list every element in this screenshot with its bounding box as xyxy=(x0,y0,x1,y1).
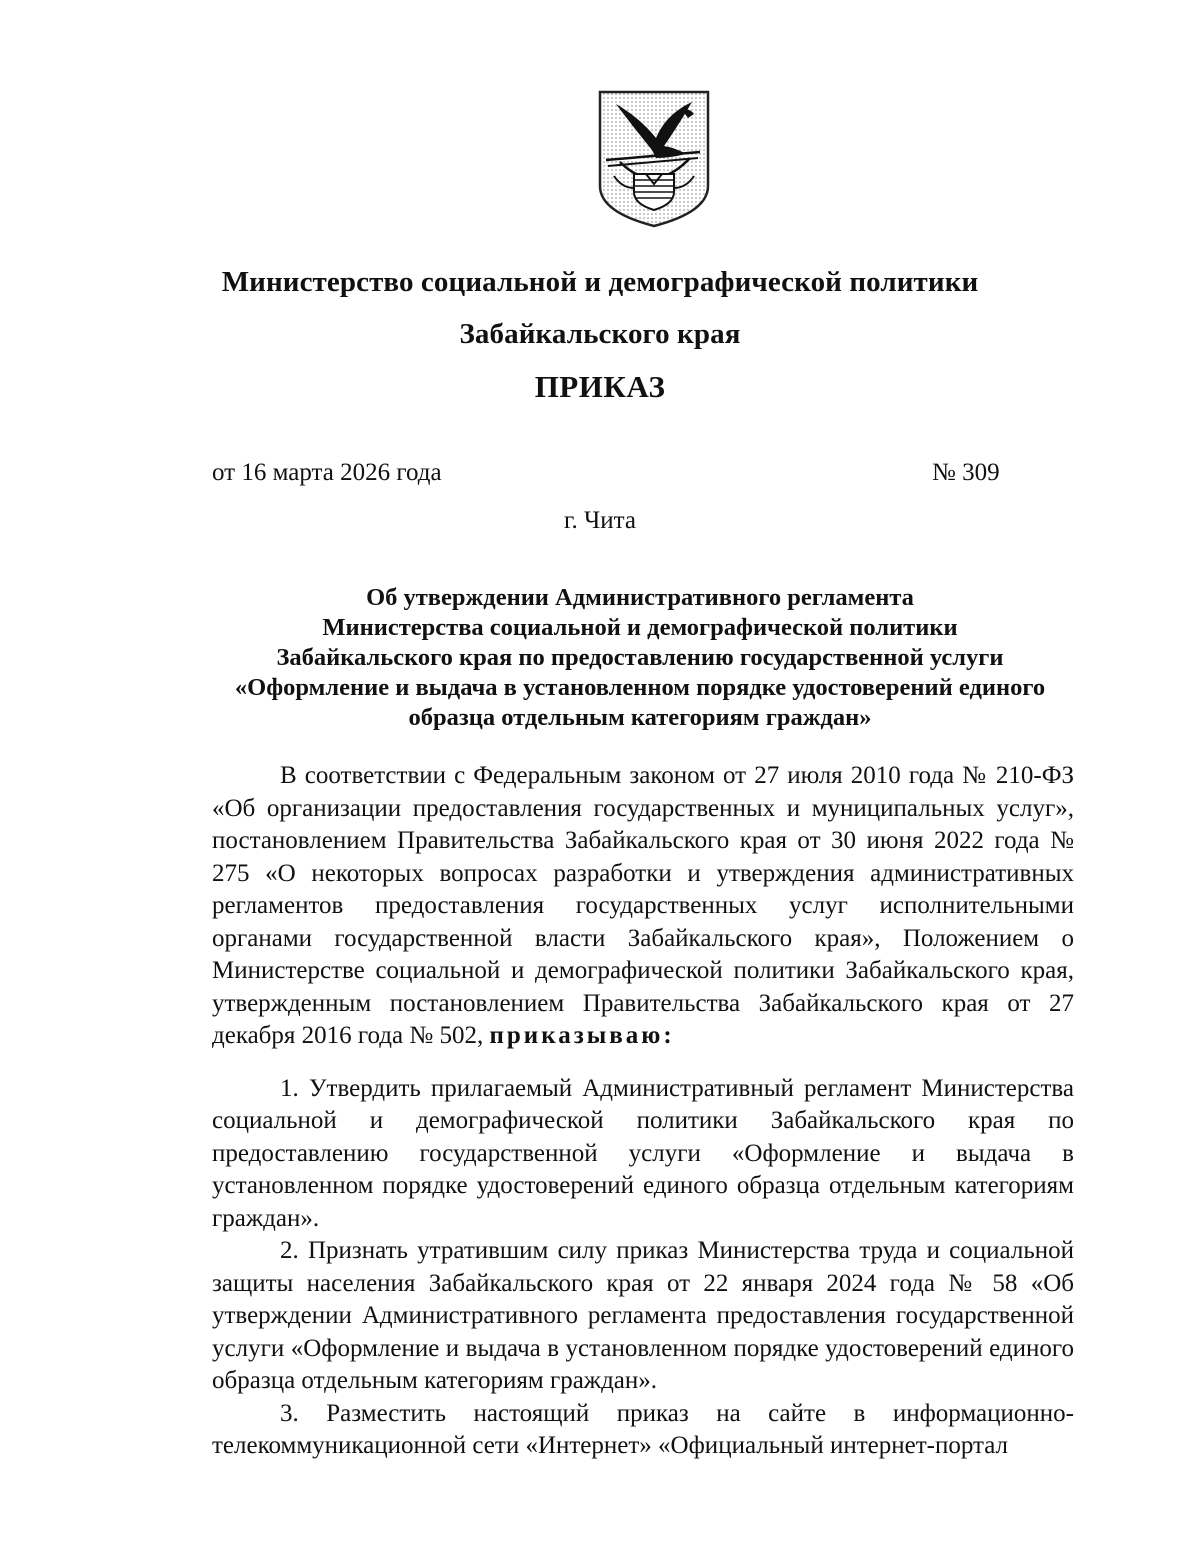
item-paragraph-1: 1. Утвердить прилагаемый Административный регламент Министерства социальной и демографической политики Забайкальского края по предоставлению государственной услуги «Оформление и выдача в установленном порядке удостоверений единого образца отдельным категориям граждан». xyxy=(212,1074,1074,1232)
ministry-name-line2: Забайкальского края xyxy=(459,318,741,350)
item-paragraph-2: 2. Признать утратившим силу приказ Министерства труда и социальной защиты населения Забайкальского края от 22 января 2024 года № 58 «Об утверждении Административного регламента предоставления государственной услуги «Оформление и выдача в установленном порядке удостоверений единого образца отдельным категориям граждан». xyxy=(212,1237,1074,1394)
document-city: г. Чита xyxy=(564,507,636,534)
preamble-paragraph xyxy=(212,760,1074,1053)
document-date: от 16 марта 2026 года xyxy=(212,459,442,486)
document-number: № 309 xyxy=(932,459,1000,486)
title-line: Забайкальского края по предоставлению государственной услуги xyxy=(276,644,1004,671)
document-body xyxy=(212,760,1074,1463)
title-line: «Оформление и выдача в установленном порядке удостоверений единого xyxy=(234,674,1046,701)
order-word: приказываю: xyxy=(489,1022,675,1049)
document-title xyxy=(200,583,1080,733)
item-paragraph-3: 3. Разместить настоящий приказ на сайте в информационно-телекоммуникационной сети «Интернет» «Официальный интернет-портал xyxy=(212,1399,1074,1459)
document-type: ПРИКАЗ xyxy=(534,369,666,404)
title-line: образца отдельным категориям граждан» xyxy=(408,704,872,731)
coat-of-arms-icon xyxy=(594,88,714,228)
ministry-name-line1: Министерство социальной и демографической политики xyxy=(221,266,979,298)
title-line: Об утверждении Административного регламента xyxy=(366,584,914,611)
preamble-text: В соответствии с Федеральным законом от 27 июля 2010 года № 210-ФЗ «Об организации предоставления государственных и муниципальных услуг», постановлением Правительства Забайкальского края от 30 июня 2022 года № 275 «О некоторых вопросах разработки и утверждения административных регламентов предоставления государственных услуг исполнительными органами государственной власти Забайкальского края», Положением о Министерстве социальной и демографической политики Забайкальского края, утвержденным постановлением Правительства Забайкальского края от 27 декабря 2016 года № 502, xyxy=(212,762,1074,1049)
title-line: Министерства социальной и демографической политики xyxy=(322,614,958,641)
